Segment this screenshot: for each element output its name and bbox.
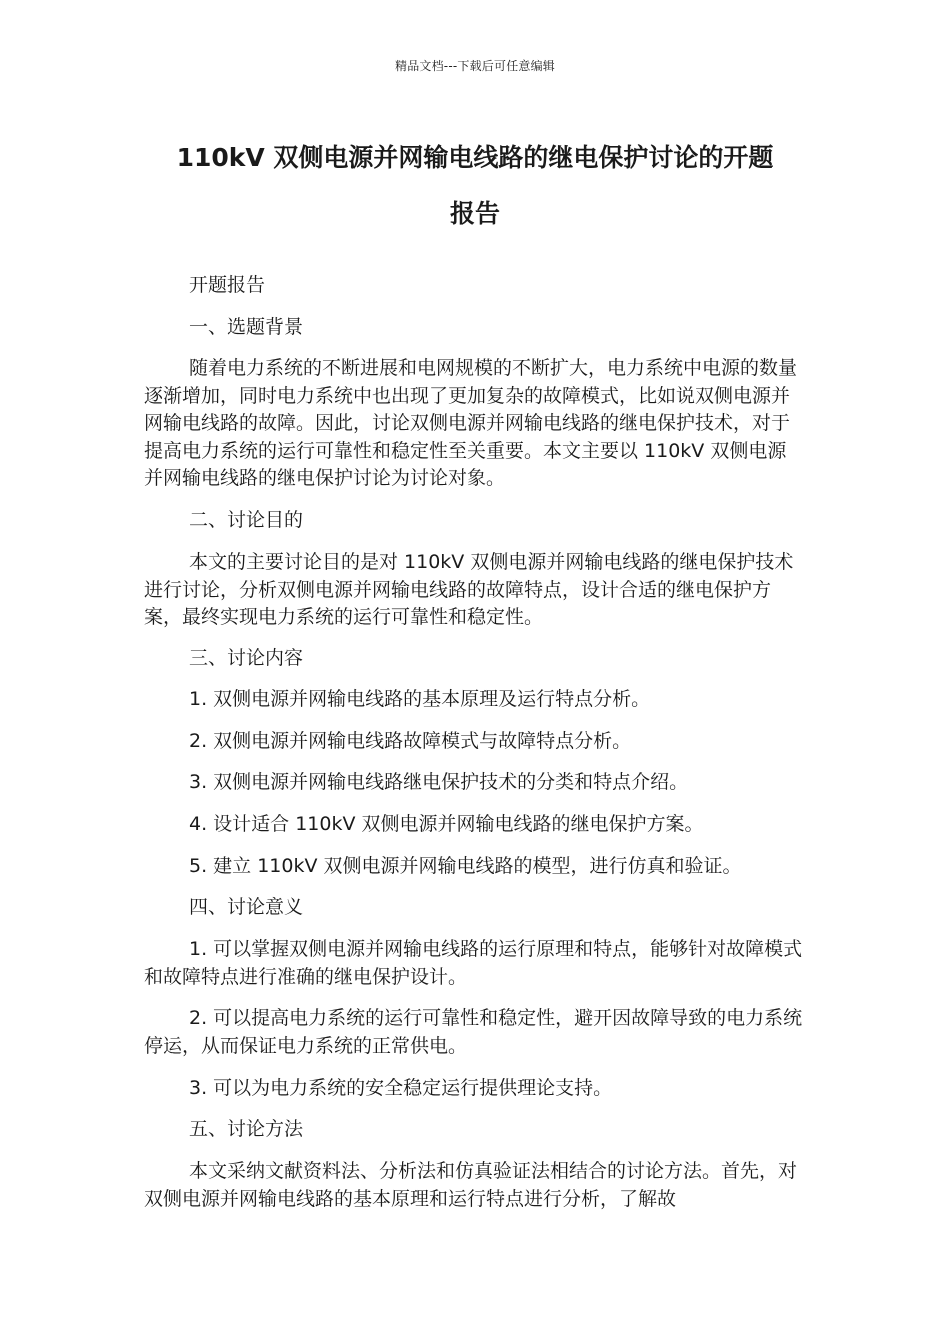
paragraph-purpose: 本文的主要讨论目的是对 110kV 双侧电源并网输电线路的继电保护技术进行讨论，分析双侧电源并网输电线路的故障特点，设计合适的继电保护方案，最终实现电力系统的运行可靠性和稳定性。 (144, 551, 794, 628)
list-item-significance-1: 1. 可以掌握双侧电源并网输电线路的运行原理和特点，能够针对故障模式和故障特点进行准确的继电保护设计。 (144, 938, 803, 988)
paragraph-background: 随着电力系统的不断进展和电网规模的不断扩大，电力系统中电源的数量逐渐增加，同时电力系统中也出现了更加复杂的故障模式，比如说双侧电源并网输电线路的故障。因此，讨论双侧电源并网输电线路的继电保护技术，对于提高电力系统的运行可靠性和稳定性至关重要。本文主要以 110kV 双侧电源并网输电线路的继电保护讨论为讨论对象。 (144, 357, 798, 489)
document-title-line-1: 110kV 双侧电源并网输电线路的继电保护讨论的开题 (176, 143, 774, 172)
list-item-content-3: 3. 双侧电源并网输电线路继电保护技术的分类和特点介绍。 (189, 771, 689, 793)
list-item-content-2: 2. 双侧电源并网输电线路故障模式与故障特点分析。 (189, 730, 632, 752)
list-item-significance-3: 3. 可以为电力系统的安全稳定运行提供理论支持。 (189, 1077, 613, 1099)
list-item-content-4: 4. 设计适合 110kV 双侧电源并网输电线路的继电保护方案。 (189, 813, 704, 835)
list-item-content-1: 1. 双侧电源并网输电线路的基本原理及运行特点分析。 (189, 688, 651, 710)
section-heading-content: 三、讨论内容 (189, 647, 304, 669)
list-item-significance-2: 2. 可以提高电力系统的运行可靠性和稳定性，避开因故障导致的电力系统停运，从而保证电力系统的正常供电。 (144, 1007, 803, 1057)
section-heading-background: 一、选题背景 (189, 316, 304, 338)
section-label-report: 开题报告 (189, 274, 266, 296)
section-heading-purpose: 二、讨论目的 (189, 509, 304, 531)
section-heading-significance: 四、讨论意义 (189, 896, 304, 918)
header-note: 精品文档---下载后可任意编辑 (395, 59, 555, 73)
list-item-content-5: 5. 建立 110kV 双侧电源并网输电线路的模型，进行仿真和验证。 (189, 855, 742, 877)
paragraph-method: 本文采纳文献资料法、分析法和仿真验证法相结合的讨论方法。首先，对双侧电源并网输电线路的基本原理和运行特点进行分析，了解故 (144, 1160, 798, 1210)
document-title-line-2: 报告 (449, 199, 500, 228)
section-heading-method: 五、讨论方法 (189, 1118, 304, 1140)
